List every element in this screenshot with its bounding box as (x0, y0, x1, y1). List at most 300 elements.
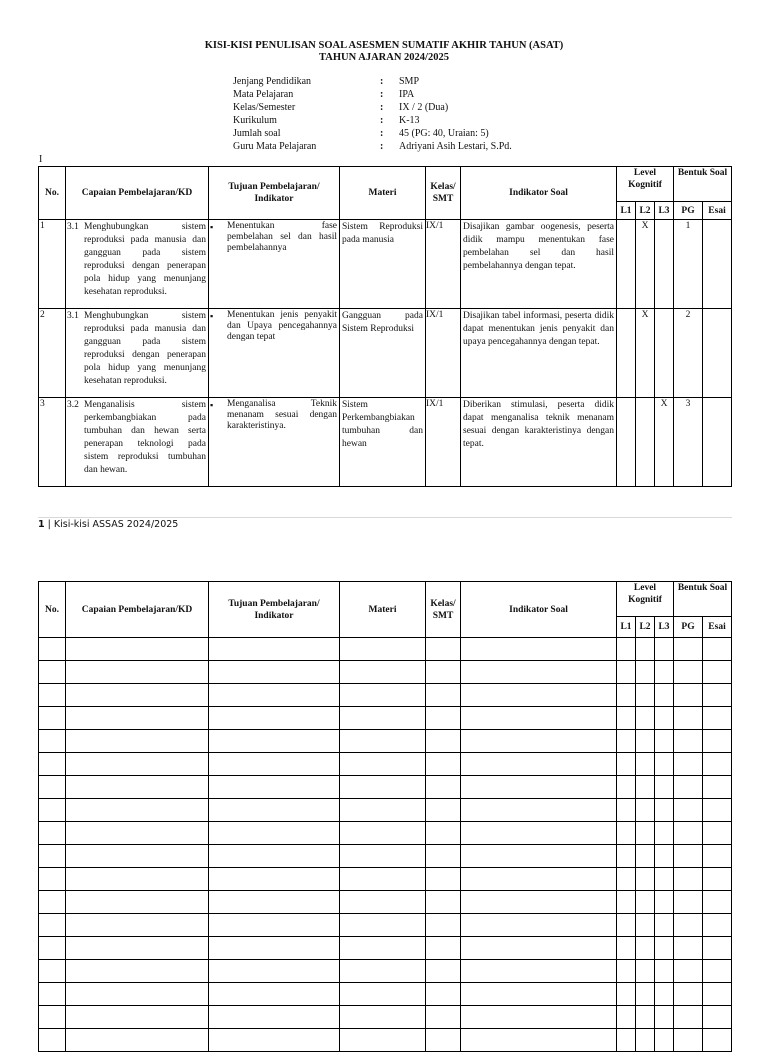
empty-cell (66, 684, 209, 707)
header-level-line1: Level (633, 168, 657, 178)
meta-row (233, 101, 699, 114)
empty-cell (426, 684, 461, 707)
empty-cell (39, 661, 66, 684)
empty-cell (426, 638, 461, 661)
cell-l2: X (636, 220, 655, 309)
empty-cell (66, 661, 209, 684)
empty-cell (655, 1029, 674, 1052)
empty-cell (617, 1029, 636, 1052)
header-l3: L3 (655, 202, 674, 220)
header-materi: Materi (340, 167, 426, 220)
empty-cell (617, 753, 636, 776)
cell-tujuan (209, 220, 340, 309)
cell-indikator (461, 220, 617, 309)
indikator-text: Disajikan gambar oogenesis, peserta didik mampu menentukan fase pembelahan sel dan hasil pembelahannya dengan tepat. (463, 222, 614, 271)
empty-cell (655, 730, 674, 753)
header-kelas-line1: Kelas/ (430, 182, 456, 192)
empty-cell (655, 707, 674, 730)
kd-number: 3.1 (67, 311, 79, 321)
empty-cell (636, 753, 655, 776)
empty-cell (703, 638, 732, 661)
header-tujuan (209, 167, 340, 220)
empty-cell (426, 776, 461, 799)
empty-cell (617, 937, 636, 960)
bullet-icon: ▪ (210, 400, 214, 410)
empty-table-row (39, 799, 732, 822)
empty-cell (209, 776, 340, 799)
cell-esai (703, 398, 732, 487)
empty-cell (461, 661, 617, 684)
meta-label: Mata Pelajaran (233, 89, 294, 100)
cell-l3 (655, 220, 674, 309)
tujuan-text: Menentukan fase pembelahan sel dan hasil pembelahannya (227, 221, 337, 253)
meta-value: SMP (399, 76, 420, 87)
empty-cell (461, 799, 617, 822)
empty-table-row (39, 822, 732, 845)
empty-cell (209, 891, 340, 914)
empty-cell (39, 1029, 66, 1052)
document-subtitle: TAHUN AJARAN 2024/2025 (319, 52, 449, 63)
header-tujuan-line2: Indikator (254, 610, 294, 621)
empty-cell (655, 799, 674, 822)
cell-materi (340, 398, 426, 487)
empty-cell (39, 937, 66, 960)
empty-cell (617, 822, 636, 845)
kd-number: 3.2 (67, 400, 79, 410)
empty-cell (636, 1006, 655, 1029)
empty-cell (674, 799, 703, 822)
materi-text: Sistem Perkembangbiakan tumbuhan dan hewan (342, 400, 423, 449)
empty-cell (703, 822, 732, 845)
cell-no: 2 (39, 309, 66, 398)
empty-cell (655, 1006, 674, 1029)
empty-cell (655, 753, 674, 776)
empty-cell (426, 822, 461, 845)
header-level (617, 167, 674, 202)
empty-table-row (39, 753, 732, 776)
empty-cell (39, 799, 66, 822)
header-l1: L1 (617, 202, 636, 220)
kd-text: Menghubungkan sistem reproduksi pada manusia dan gangguan pada sistem reproduksi dengan penerapan pola hidup yang menunjang kesehatan reproduksi. (84, 311, 206, 386)
empty-cell (674, 914, 703, 937)
header-esai: Esai (703, 202, 732, 220)
empty-cell (66, 753, 209, 776)
empty-cell (703, 983, 732, 1006)
empty-cell (636, 960, 655, 983)
empty-cell (461, 891, 617, 914)
empty-cell (461, 638, 617, 661)
empty-table-row (39, 1029, 732, 1052)
empty-cell (703, 1029, 732, 1052)
meta-label: Jenjang Pendidikan (233, 76, 312, 87)
empty-cell (66, 707, 209, 730)
header-l2: L2 (636, 617, 655, 638)
empty-cell (209, 799, 340, 822)
empty-cell (66, 845, 209, 868)
header-pg: PG (674, 202, 703, 220)
empty-cell (66, 822, 209, 845)
empty-cell (461, 868, 617, 891)
empty-cell (426, 960, 461, 983)
empty-cell (636, 661, 655, 684)
empty-cell (674, 661, 703, 684)
empty-cell (617, 684, 636, 707)
cell-tujuan (209, 398, 340, 487)
empty-cell (461, 730, 617, 753)
empty-cell (655, 937, 674, 960)
empty-cell (674, 730, 703, 753)
empty-cell (39, 983, 66, 1006)
table-row (39, 398, 732, 487)
empty-cell (674, 1029, 703, 1052)
header-kelas-line2: SMT (432, 610, 454, 621)
empty-cell (703, 753, 732, 776)
empty-cell (674, 845, 703, 868)
empty-cell (426, 868, 461, 891)
empty-table-row (39, 891, 732, 914)
kd-text: Menghubungkan sistem reproduksi pada manusia dan gangguan pada sistem reproduksi dengan penerapan pola hidup yang menunjang kesehatan reproduksi. (84, 222, 206, 297)
empty-cell (39, 868, 66, 891)
empty-cell (674, 1006, 703, 1029)
empty-cell (340, 799, 426, 822)
cell-kd (66, 220, 209, 309)
empty-cell (209, 937, 340, 960)
empty-cell (636, 707, 655, 730)
empty-cell (674, 638, 703, 661)
empty-cell (66, 891, 209, 914)
empty-table-row (39, 914, 732, 937)
cell-kelas: IX/1 (426, 398, 461, 487)
empty-cell (209, 684, 340, 707)
meta-row (233, 88, 699, 101)
empty-cell (209, 868, 340, 891)
cell-kd (66, 309, 209, 398)
cell-tujuan (209, 309, 340, 398)
header-no: No. (39, 582, 66, 638)
empty-cell (66, 1029, 209, 1052)
indikator-text: Disajikan tabel informasi, peserta didik dapat menentukan jenis penyakit dan upaya pencegahannya dengan tepat. (463, 311, 614, 347)
empty-cell (209, 983, 340, 1006)
empty-cell (617, 960, 636, 983)
meta-colon: : (380, 76, 384, 87)
tujuan-text: Menganalisa Teknik menanam sesuai dengan karakteristinya. (227, 399, 337, 431)
empty-cell (617, 638, 636, 661)
empty-table-row (39, 845, 732, 868)
cell-pg: 2 (674, 309, 703, 398)
cell-l3 (655, 309, 674, 398)
header-tujuan-line1: Tujuan Pembelajaran/ (228, 598, 320, 609)
empty-cell (340, 684, 426, 707)
header-kelas-line1: Kelas/ (430, 598, 456, 609)
tujuan-text: Menentukan jenis penyakit dan Upaya pencegahannya dengan tepat (227, 310, 337, 342)
empty-cell (655, 960, 674, 983)
empty-cell (461, 937, 617, 960)
empty-table-row (39, 776, 732, 799)
empty-cell (209, 845, 340, 868)
empty-cell (66, 638, 209, 661)
meta-colon: : (380, 102, 384, 113)
indikator-text: Diberikan stimulasi, peserta didik dapat menganalisa teknik menanam sesuai dengan karakteristinya dengan tepat. (463, 400, 614, 449)
empty-cell (426, 1006, 461, 1029)
empty-cell (617, 845, 636, 868)
header-level (617, 582, 674, 617)
header-bentuk: Bentuk Soal (674, 582, 732, 617)
cell-no: 3 (39, 398, 66, 487)
empty-cell (340, 776, 426, 799)
empty-cell (461, 1006, 617, 1029)
empty-cell (655, 661, 674, 684)
materi-text: Gangguan pada Sistem Reproduksi (342, 311, 423, 334)
empty-cell (703, 684, 732, 707)
empty-table-row (39, 638, 732, 661)
header-level-line2: Kognitif (628, 595, 662, 605)
empty-cell (209, 638, 340, 661)
cell-l1 (617, 220, 636, 309)
cell-l1 (617, 309, 636, 398)
empty-cell (636, 638, 655, 661)
empty-cell (461, 684, 617, 707)
empty-cell (66, 776, 209, 799)
empty-cell (655, 891, 674, 914)
empty-cell (426, 661, 461, 684)
bullet-icon: ▪ (210, 311, 214, 321)
meta-value: IPA (399, 89, 415, 100)
empty-cell (426, 1029, 461, 1052)
empty-table-row (39, 868, 732, 891)
empty-cell (426, 707, 461, 730)
empty-cell (39, 960, 66, 983)
empty-cell (66, 868, 209, 891)
empty-cell (461, 776, 617, 799)
empty-cell (703, 730, 732, 753)
empty-cell (66, 799, 209, 822)
empty-cell (39, 914, 66, 937)
empty-cell (636, 799, 655, 822)
empty-cell (340, 822, 426, 845)
empty-cell (703, 1006, 732, 1029)
empty-cell (655, 638, 674, 661)
empty-cell (674, 937, 703, 960)
meta-row (233, 127, 699, 140)
empty-cell (703, 868, 732, 891)
empty-cell (617, 914, 636, 937)
meta-value: IX / 2 (Dua) (399, 102, 449, 113)
empty-cell (636, 868, 655, 891)
empty-cell (39, 730, 66, 753)
empty-cell (426, 891, 461, 914)
header-bentuk: Bentuk Soal (674, 167, 732, 202)
empty-cell (426, 914, 461, 937)
empty-cell (340, 1006, 426, 1029)
meta-row (233, 140, 699, 153)
header-kd: Capaian Pembelajaran/KD (66, 167, 209, 220)
footer-divider (38, 517, 732, 518)
meta-row (233, 75, 699, 88)
empty-cell (617, 891, 636, 914)
cell-materi (340, 309, 426, 398)
empty-cell (66, 983, 209, 1006)
empty-cell (617, 799, 636, 822)
kd-text: Menganalisis sistem perkembangbiakan pada tumbuhan dan hewan serta penerapan teknologi pada sistem reproduksi tumbuhan dan hewan. (84, 400, 206, 475)
empty-cell (340, 868, 426, 891)
meta-colon: : (380, 141, 384, 152)
empty-cell (426, 983, 461, 1006)
empty-cell (674, 684, 703, 707)
empty-cell (703, 845, 732, 868)
cell-materi (340, 220, 426, 309)
empty-cell (636, 684, 655, 707)
meta-colon: : (380, 115, 384, 126)
empty-cell (674, 868, 703, 891)
empty-cell (655, 822, 674, 845)
empty-cell (636, 776, 655, 799)
empty-cell (461, 753, 617, 776)
meta-label: Guru Mata Pelajaran (233, 141, 317, 152)
cell-pg: 1 (674, 220, 703, 309)
empty-cell (655, 845, 674, 868)
empty-cell (209, 730, 340, 753)
empty-cell (340, 730, 426, 753)
cell-l2: X (636, 309, 655, 398)
header-no: No. (39, 167, 66, 220)
table-row (39, 220, 732, 309)
meta-value: K-13 (399, 115, 420, 126)
empty-cell (703, 661, 732, 684)
header-l3: L3 (655, 617, 674, 638)
empty-cell (617, 1006, 636, 1029)
empty-cell (426, 845, 461, 868)
stray-character: I (39, 154, 43, 165)
cell-esai (703, 220, 732, 309)
meta-label: Kelas/Semester (233, 102, 296, 113)
header-indikator: Indikator Soal (461, 167, 617, 220)
kisi-table (38, 166, 732, 487)
empty-cell (39, 776, 66, 799)
empty-cell (461, 960, 617, 983)
empty-table-row (39, 937, 732, 960)
empty-cell (703, 960, 732, 983)
empty-cell (703, 914, 732, 937)
empty-cell (674, 983, 703, 1006)
empty-cell (674, 707, 703, 730)
empty-cell (617, 868, 636, 891)
empty-table-row (39, 983, 732, 1006)
empty-cell (66, 960, 209, 983)
empty-cell (655, 983, 674, 1006)
header-kd: Capaian Pembelajaran/KD (66, 582, 209, 638)
empty-cell (674, 776, 703, 799)
header-pg: PG (674, 617, 703, 638)
header-esai: Esai (703, 617, 732, 638)
cell-l1 (617, 398, 636, 487)
header-materi: Materi (340, 582, 426, 638)
empty-cell (209, 661, 340, 684)
empty-cell (426, 730, 461, 753)
header-level-line2: Kognitif (628, 180, 662, 190)
empty-cell (39, 891, 66, 914)
table-row (39, 309, 732, 398)
empty-cell (426, 753, 461, 776)
cell-indikator (461, 398, 617, 487)
footer-text: Kisi-kisi ASSAS 2024/2025 (53, 519, 179, 530)
empty-cell (66, 937, 209, 960)
empty-cell (340, 638, 426, 661)
empty-cell (66, 914, 209, 937)
empty-cell (674, 822, 703, 845)
empty-cell (655, 914, 674, 937)
header-tujuan-line2: Indikator (254, 194, 294, 204)
empty-cell (39, 753, 66, 776)
empty-cell (426, 937, 461, 960)
empty-cell (461, 983, 617, 1006)
page-number: 1 (38, 519, 45, 530)
empty-cell (340, 937, 426, 960)
empty-cell (636, 822, 655, 845)
empty-cell (655, 684, 674, 707)
empty-cell (703, 799, 732, 822)
meta-row (233, 114, 699, 127)
document-meta (233, 75, 699, 153)
empty-cell (340, 1029, 426, 1052)
empty-cell (340, 891, 426, 914)
empty-cell (636, 730, 655, 753)
empty-cell (209, 707, 340, 730)
empty-cell (66, 1006, 209, 1029)
empty-cell (39, 822, 66, 845)
meta-value: Adriyani Asih Lestari, S.Pd. (399, 141, 512, 152)
empty-cell (209, 1029, 340, 1052)
empty-cell (39, 845, 66, 868)
empty-cell (674, 753, 703, 776)
empty-cell (674, 891, 703, 914)
header-kelas (426, 582, 461, 638)
empty-table-row (39, 730, 732, 753)
cell-l2 (636, 398, 655, 487)
empty-cell (636, 914, 655, 937)
empty-cell (340, 914, 426, 937)
empty-cell (655, 776, 674, 799)
empty-cell (461, 1029, 617, 1052)
header-l2: L2 (636, 202, 655, 220)
empty-table-row (39, 684, 732, 707)
materi-text: Sistem Reproduksi pada manusia (342, 222, 423, 245)
cell-no: 1 (39, 220, 66, 309)
empty-cell (703, 891, 732, 914)
document-title: KISI-KISI PENULISAN SOAL ASESMEN SUMATIF AKHIR TAHUN (ASAT) (204, 40, 564, 51)
empty-cell (703, 937, 732, 960)
empty-cell (66, 730, 209, 753)
header-tujuan (209, 582, 340, 638)
empty-cell (39, 1006, 66, 1029)
empty-cell (39, 684, 66, 707)
empty-cell (617, 730, 636, 753)
empty-cell (340, 753, 426, 776)
empty-cell (636, 937, 655, 960)
empty-cell (340, 661, 426, 684)
empty-table-row (39, 707, 732, 730)
bullet-icon: ▪ (210, 222, 214, 232)
header-tujuan-line1: Tujuan Pembelajaran/ (228, 182, 320, 192)
empty-cell (340, 845, 426, 868)
empty-cell (426, 799, 461, 822)
empty-cell (655, 868, 674, 891)
footer-separator: | (44, 519, 54, 530)
cell-kd (66, 398, 209, 487)
empty-cell (340, 983, 426, 1006)
header-kelas (426, 167, 461, 220)
empty-cell (703, 707, 732, 730)
empty-cell (636, 845, 655, 868)
